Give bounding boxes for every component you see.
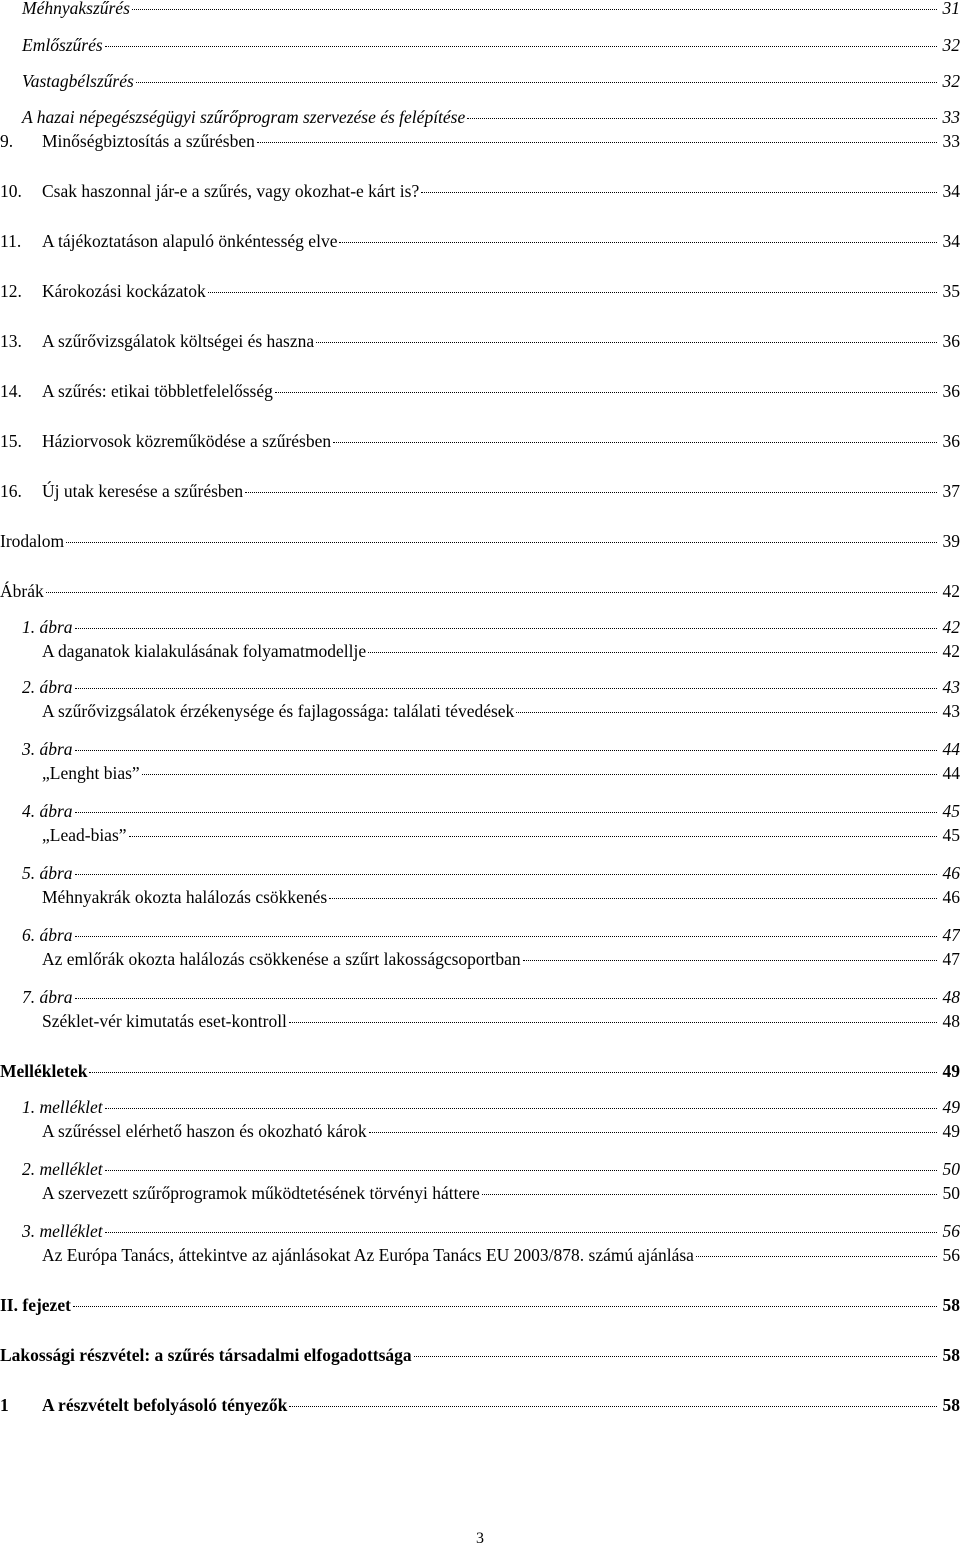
toc-dot-leader	[369, 1132, 937, 1133]
toc-entry-number: 10.	[0, 181, 22, 201]
toc-entry[interactable]	[0, 530, 960, 552]
toc-dot-leader	[136, 82, 937, 83]
toc-page-number: 36	[942, 431, 960, 451]
toc-page-number: 33	[942, 131, 960, 151]
toc-entry[interactable]	[0, 800, 960, 822]
toc-entry[interactable]	[0, 430, 960, 452]
toc-dot-leader	[329, 898, 936, 899]
toc-entry[interactable]	[0, 34, 960, 56]
toc-entry[interactable]	[0, 616, 960, 638]
toc-entry[interactable]	[0, 70, 960, 92]
toc-dot-leader	[132, 9, 937, 10]
toc-dot-leader	[73, 1306, 937, 1307]
toc-dot-leader	[414, 1356, 937, 1357]
toc-dot-leader	[89, 1072, 936, 1073]
toc-entry-title: A daganatok kialakulásának folyamatmodellje	[42, 641, 367, 661]
toc-dot-leader	[75, 936, 937, 937]
toc-dot-leader	[75, 688, 937, 689]
toc-page-number: 31	[942, 0, 960, 18]
toc-entry-title: A szűrővizgsálatok érzékenysége és fajlagossága: találati tévedések	[42, 701, 515, 721]
toc-entry-number: 13.	[0, 331, 22, 351]
toc-entry-title: 2. ábra	[22, 677, 73, 697]
toc-page-number: 44	[942, 739, 960, 759]
toc-entry[interactable]	[0, 230, 960, 252]
toc-entry-title: Minőségbiztosítás a szűrésben	[42, 131, 255, 151]
toc-page-number: 39	[942, 531, 960, 551]
toc-entry[interactable]	[0, 1294, 960, 1316]
toc-entry-title: Háziorvosok közreműködése a szűrésben	[42, 431, 332, 451]
toc-page-number: 35	[942, 281, 960, 301]
toc-entry-title: Mellékletek	[0, 1061, 88, 1081]
toc-page-number: 43	[942, 701, 960, 721]
toc-entry[interactable]	[0, 862, 960, 884]
toc-dot-leader	[142, 774, 937, 775]
toc-page-number: 56	[942, 1245, 960, 1265]
toc-page-number: 42	[942, 581, 960, 601]
toc-entry-title: Ábrák	[0, 581, 44, 601]
toc-dot-leader	[129, 836, 937, 837]
toc-page-number: 44	[942, 763, 960, 783]
toc-entry-title: Az Európa Tanács, áttekintve az ajánlásokat Az Európa Tanács EU 2003/878. számú ajánlása	[42, 1245, 694, 1265]
toc-dot-leader	[105, 46, 937, 47]
toc-dot-leader	[523, 960, 937, 961]
toc-entry-title: A részvételt befolyásoló tényezők	[42, 1395, 288, 1415]
toc-page-number: 56	[942, 1221, 960, 1241]
toc-dot-leader	[257, 142, 937, 143]
toc-dot-leader	[105, 1170, 937, 1171]
toc-entry[interactable]	[0, 762, 960, 784]
toc-page-number: 58	[942, 1395, 960, 1415]
toc-page-number: 58	[942, 1345, 960, 1365]
toc-entry-title: A szűrővizsgálatok költségei és haszna	[42, 331, 315, 351]
toc-dot-leader	[316, 342, 936, 343]
toc-page-number: 33	[942, 107, 960, 127]
toc-entry-title: A tájékoztatáson alapuló önkéntesség elve	[42, 231, 338, 251]
toc-page-number: 58	[942, 1295, 960, 1315]
toc-page-number: 50	[942, 1159, 960, 1179]
toc-entry[interactable]	[0, 380, 960, 402]
toc-dot-leader	[516, 712, 936, 713]
toc-dot-leader	[368, 652, 936, 653]
toc-entry[interactable]	[0, 1060, 960, 1082]
toc-page-number: 45	[942, 825, 960, 845]
toc-page-number: 49	[942, 1061, 960, 1081]
toc-entry[interactable]	[0, 130, 960, 152]
toc-page-number: 48	[942, 1011, 960, 1031]
toc-entry-title: A szűrés: etikai többletfelelősség	[42, 381, 273, 401]
toc-entry[interactable]	[0, 886, 960, 908]
toc-entry[interactable]	[0, 0, 960, 19]
toc-entry[interactable]	[0, 1096, 960, 1118]
toc-entry[interactable]	[0, 1244, 960, 1266]
toc-dot-leader	[75, 812, 937, 813]
toc-page-number: 36	[942, 331, 960, 351]
toc-entry[interactable]	[0, 1010, 960, 1032]
toc-page-number: 47	[942, 949, 960, 969]
toc-entry-number: 9.	[0, 131, 14, 151]
toc-entry[interactable]	[0, 1120, 960, 1142]
toc-page-number: 34	[942, 231, 960, 251]
toc-dot-leader	[105, 1108, 937, 1109]
toc-entry-number: 12.	[0, 281, 22, 301]
toc-page-number: 46	[942, 863, 960, 883]
toc-dot-leader	[333, 442, 936, 443]
toc-entry[interactable]	[0, 948, 960, 970]
toc-dot-leader	[339, 242, 936, 243]
toc-page-number: 32	[942, 35, 960, 55]
toc-page-number: 49	[942, 1097, 960, 1117]
toc-entry-title: 6. ábra	[22, 925, 73, 945]
toc-dot-leader	[75, 750, 937, 751]
toc-dot-leader	[75, 998, 937, 999]
toc-entry-title: A hazai népegészségügyi szűrőprogram szervezése és felépítése	[22, 107, 466, 127]
toc-dot-leader	[467, 118, 936, 119]
toc-entry-number: 15.	[0, 431, 22, 451]
toc-page-number: 48	[942, 987, 960, 1007]
toc-entry-title: II. fejezet	[0, 1295, 71, 1315]
toc-entry[interactable]	[0, 824, 960, 846]
toc-dot-leader	[46, 592, 937, 593]
toc-entry-number: 16.	[0, 481, 22, 501]
toc-entry[interactable]	[0, 924, 960, 946]
toc-entry-title: 5. ábra	[22, 863, 73, 883]
toc-page-number: 47	[942, 925, 960, 945]
toc-entry-title: 1. melléklet	[22, 1097, 103, 1117]
toc-entry-title: Irodalom	[0, 531, 65, 551]
toc-dot-leader	[696, 1256, 937, 1257]
toc-dot-leader	[75, 874, 937, 875]
toc-dot-leader	[75, 628, 937, 629]
toc-entry-title: 2. melléklet	[22, 1159, 103, 1179]
toc-entry-title: Vastagbélszűrés	[22, 71, 134, 91]
toc-entry-number: 14.	[0, 381, 22, 401]
toc-entry[interactable]	[0, 1158, 960, 1180]
toc-entry[interactable]	[0, 480, 960, 502]
toc-dot-leader	[105, 1232, 937, 1233]
toc-entry-title: Széklet-vér kimutatás eset-kontroll	[42, 1011, 287, 1031]
toc-dot-leader	[275, 392, 937, 393]
toc-entry-title: „Lead-bias”	[42, 825, 127, 845]
toc-page-number: 32	[942, 71, 960, 91]
toc-entry-title: Emlőszűrés	[22, 35, 103, 55]
toc-entry-title: 7. ábra	[22, 987, 73, 1007]
toc-dot-leader	[482, 1194, 937, 1195]
toc-entry[interactable]	[0, 280, 960, 302]
toc-entry[interactable]	[0, 106, 960, 128]
toc-entry[interactable]	[0, 738, 960, 760]
toc-dot-leader	[208, 292, 937, 293]
toc-entry-title: 1. ábra	[22, 617, 73, 637]
toc-entry-number: 1	[0, 1395, 9, 1415]
toc-dot-leader	[289, 1406, 936, 1407]
toc-page-number: 43	[942, 677, 960, 697]
toc-entry-title: Új utak keresése a szűrésben	[42, 481, 244, 501]
toc-dot-leader	[66, 542, 936, 543]
toc-page-number: 49	[942, 1121, 960, 1141]
toc-dot-leader	[245, 492, 936, 493]
toc-entry-title: A szűréssel elérhető haszon és okozható károk	[42, 1121, 367, 1141]
toc-page-number: 46	[942, 887, 960, 907]
toc-entry-title: A szervezett szűrőprogramok működtetésének törvényi háttere	[42, 1183, 480, 1203]
toc-entry[interactable]	[0, 676, 960, 698]
toc-entry[interactable]	[0, 1344, 960, 1366]
toc-dot-leader	[289, 1022, 937, 1023]
toc-entry-title: 4. ábra	[22, 801, 73, 821]
toc-page-number: 36	[942, 381, 960, 401]
toc-entry[interactable]	[0, 700, 960, 722]
toc-page-number: 34	[942, 181, 960, 201]
toc-entry[interactable]	[0, 180, 960, 202]
toc-entry[interactable]	[0, 1182, 960, 1204]
toc-page-number: 42	[942, 617, 960, 637]
toc-entry-title: 3. ábra	[22, 739, 73, 759]
toc-page-number: 45	[942, 801, 960, 821]
toc-entry-title: Lakossági részvétel: a szűrés társadalmi elfogadottsága	[0, 1345, 412, 1365]
toc-entry-number: 11.	[0, 231, 22, 251]
toc-entry-title: Méhnyakszűrés	[22, 0, 130, 18]
toc-entry[interactable]	[0, 986, 960, 1008]
toc-entry-title: Károkozási kockázatok	[42, 281, 206, 301]
toc-entry-title: „Lenght bias”	[42, 763, 140, 783]
toc-entry-title: 3. melléklet	[22, 1221, 103, 1241]
toc-entry[interactable]	[0, 330, 960, 352]
page-number-footer: 3	[476, 1530, 484, 1547]
toc-page-number: 42	[942, 641, 960, 661]
toc-entry[interactable]	[0, 640, 960, 662]
toc-entry-title: Méhnyakrák okozta halálozás csökkenés	[42, 887, 328, 907]
toc-page-number: 50	[942, 1183, 960, 1203]
toc-entry-title: Csak haszonnal jár-e a szűrés, vagy okozhat-e kárt is?	[42, 181, 420, 201]
toc-entry[interactable]	[0, 1394, 960, 1416]
toc-dot-leader	[421, 192, 936, 193]
toc-entry[interactable]	[0, 1220, 960, 1242]
toc-page-number: 37	[942, 481, 960, 501]
toc-entry[interactable]	[0, 580, 960, 602]
toc-entry-title: Az emlőrák okozta halálozás csökkenése a szűrt lakosságcsoportban	[42, 949, 521, 969]
